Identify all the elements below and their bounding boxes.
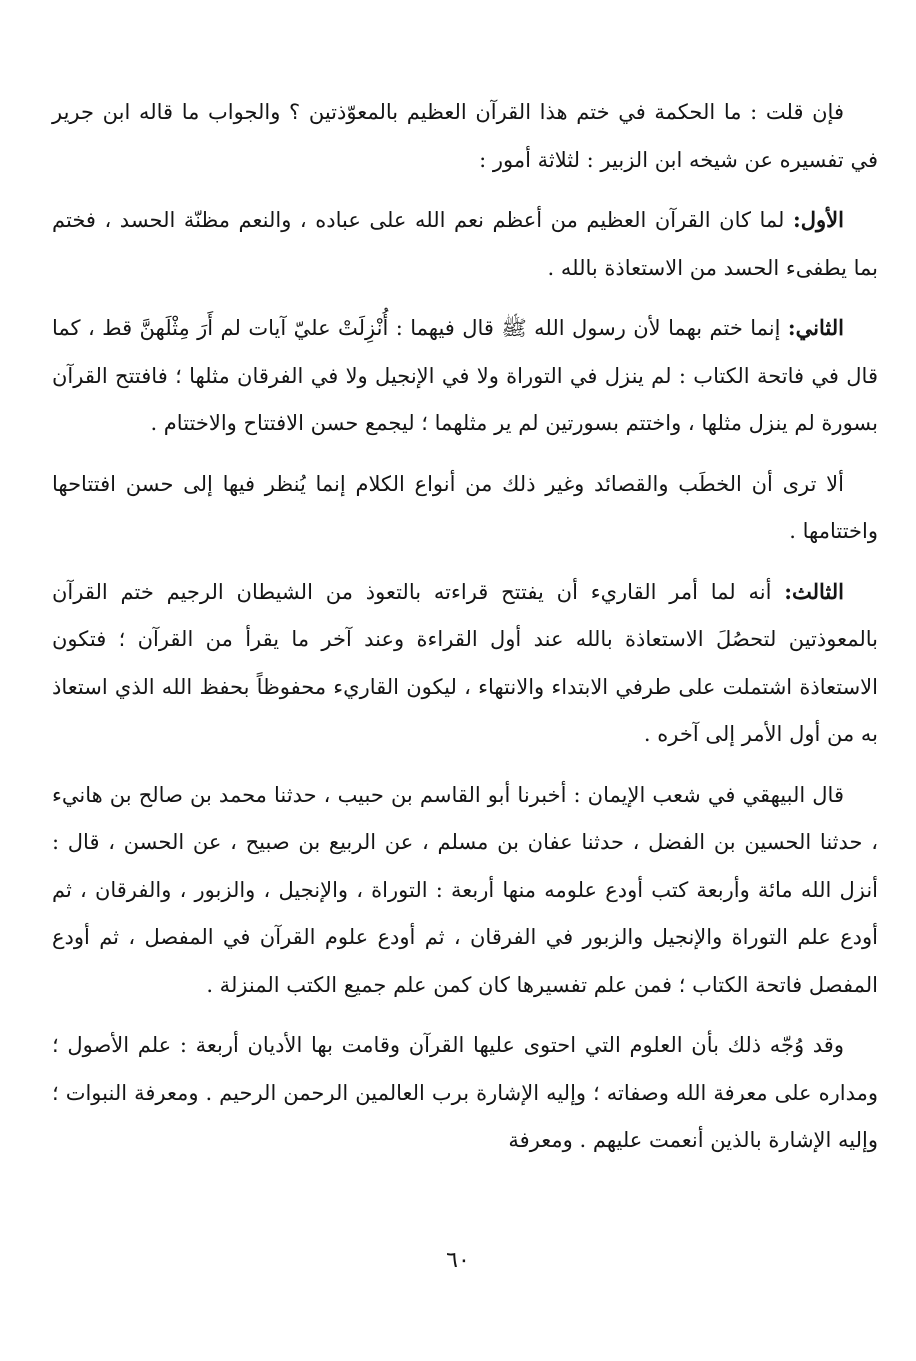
paragraph-question [52,88,878,184]
paragraph-second-reason [52,304,878,448]
paragraph-lead: الثالث: [784,578,844,604]
paragraph-four-sciences [52,1021,878,1165]
paragraph-text: وقد وُجّه ذلك بأن العلوم التي احتوى عليها القرآن وقامت بها الأديان أربعة : علم الأصول ؛ ومداره على معرفة الله وصفاته ؛ وإليه الإشارة برب العالمين الرحمن الرحيم . ومعرفة النبوات ؛ وإليه الإشارة بالذين أنعمت عليهم . ومعرفة [52,1033,878,1152]
paragraph-bayhaqi-narration [52,771,878,1010]
paragraph-lead: الأول: [793,207,844,232]
paragraph-first-reason [52,196,878,292]
page-body [52,88,878,1165]
paragraph-text: لما كان القرآن العظيم من أعظم نعم الله على عباده ، والنعم مظنّة الحسد ، فختم بما يطفىء الحسد من الاستعاذة بالله . [52,208,878,280]
paragraph-text: إنما ختم بهما لأن رسول الله ﷺ قال فيهما : أُنْزِلَتْ عليّ آيات لم أَرَ مِثْلَهنَّ قط ، كما قال في فاتحة الكتاب : لم ينزل في التوراة ولا في الإنجيل ولا في الفرقان مثلها ؛ فافتتح القرآن بسورة لم ينزل مثلها ، واختتم بسورتين لم ير مثلهما ؛ ليجمع حسن الافتتاح والاختتام . [52,316,878,435]
page-number: ٦٠ [446,1248,470,1273]
paragraph-opening-closing [52,460,878,556]
paragraph-text: فإن قلت : ما الحكمة في ختم هذا القرآن العظيم بالمعوّذتين ؟ والجواب ما قاله ابن جرير في تفسيره عن شيخه ابن الزبير : لثلاثة أمور : [52,100,878,172]
paragraph-text: قال البيهقي في شعب الإيمان : أخبرنا أبو القاسم بن حبيب ، حدثنا محمد بن صالح بن هانيء ، حدثنا الحسين بن الفضل ، حدثنا عفان بن مسلم ، عن الربيع بن صبيح ، عن الحسن ، قال : أنزل الله مائة وأربعة كتب أودع علومه منها أربعة : التوراة ، والإنجيل ، والزبور ، والفرقان ، ثم أودع علم التوراة والإنجيل والزبور في الفرقان ، ثم أودع علوم القرآن في المفصل ، ثم أودع المفصل فاتحة الكتاب ؛ فمن علم تفسيرها كان كمن علم جميع الكتب المنزلة . [52,782,878,997]
paragraph-text: ألا ترى أن الخطَب والقصائد وغير ذلك من أنواع الكلام إنما يُنظر فيها إلى حسن افتتاحها واختتامها . [52,471,878,543]
paragraph-lead: الثاني: [787,315,844,340]
paragraph-text: أنه لما أمر القاريء أن يفتتح قراءته بالتعوذ من الشيطان الرجيم ختم القرآن بالمعوذتين لتحصُلَ الاستعاذة بالله عند أول القراءة وعند آخر ما يقرأ من القرآن ؛ فتكون الاستعاذة اشتملت على طرفي الابتداء والانتهاء ، ليكون القاريء محفوظاً بحفظ الله الذي استعاذ به من أول الأمر إلى آخره . [52,579,878,746]
paragraph-third-reason [52,568,878,759]
